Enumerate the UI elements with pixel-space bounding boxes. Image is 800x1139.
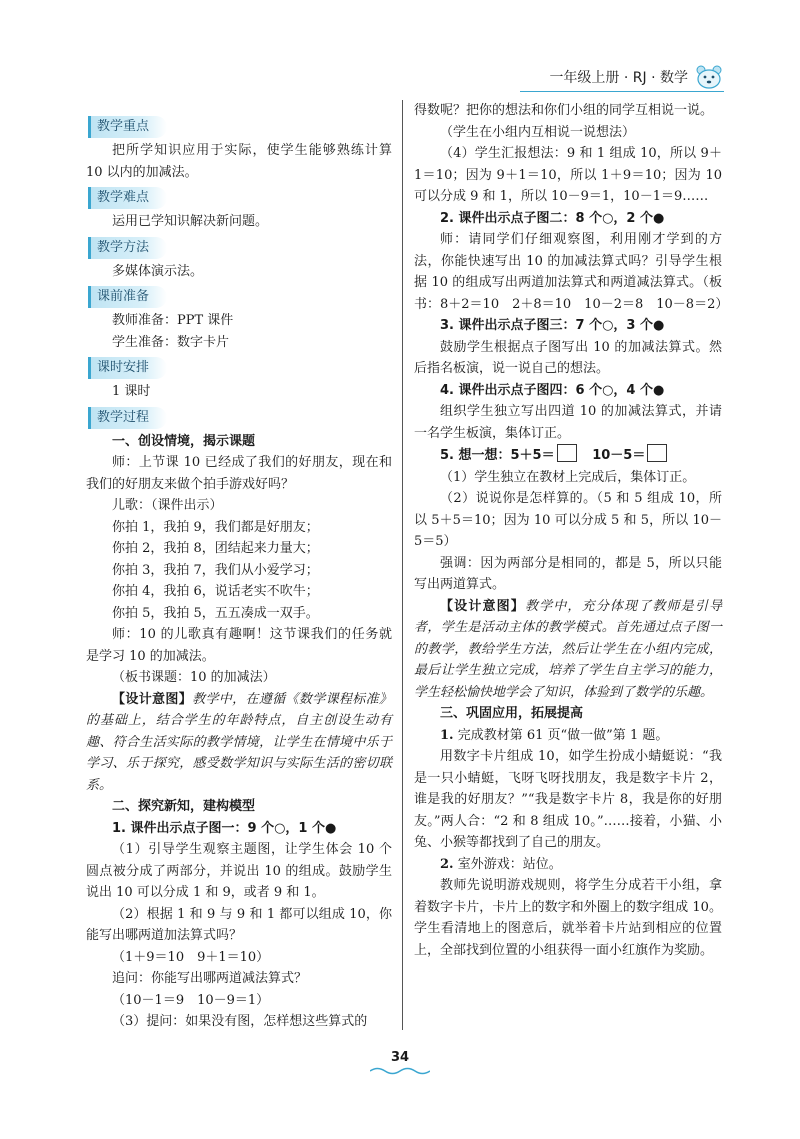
think-expr-1: 5. 想一想：5＋5＝	[440, 448, 555, 463]
item-text: 完成教材第 61 页“做一做”第 1 题。	[453, 727, 669, 743]
prep-student: 学生准备：数字卡片	[112, 334, 230, 350]
focus-text: 把所学知识应用于实际，使学生能够熟练计算 10 以内的加减法。	[86, 143, 392, 180]
item-text: 室外游戏：站位。	[453, 856, 562, 872]
paragraph: 追问：你能写出哪两道减法算式？	[112, 971, 308, 986]
method-text: 多媒体演示法。	[112, 263, 204, 279]
paragraph: （学生在小组内互相说一说想法）	[440, 124, 636, 140]
tag-process: 教学过程	[88, 407, 167, 429]
section-1-heading: 一、创设情境，揭示课题	[112, 433, 256, 449]
section-3-heading: 三、巩固应用，拓展提高	[440, 706, 584, 721]
answer-box	[647, 444, 667, 462]
paragraph: （1）引导学生观察主题图，让学生体会 10 个圆点被分成了两部分，并说出 10 的组成。鼓励学生说出 10 可以分成 1 和 9，或者 9 和 1。	[86, 842, 392, 900]
tag-difficulty: 教学难点	[88, 187, 167, 209]
paragraph: （3）提问：如果没有图，怎样想这些算式的	[112, 1014, 368, 1029]
header-title: 一年级上册 · RJ · 数学	[549, 70, 688, 86]
rhyme-line: 你拍 3，我拍 7，我们从小爱学习；	[112, 562, 319, 578]
dot-chart-2-heading: 2. 课件出示点子图二：8 个○，2 个●	[440, 210, 665, 226]
paragraph: （2）根据 1 和 9 与 9 和 1 都可以组成 10，你能写出哪两道加法算式吗？	[86, 906, 392, 943]
right-column	[414, 100, 729, 961]
tag-schedule: 课时安排	[88, 357, 167, 379]
paragraph: 教师先说明游戏规则，将学生分成若干小组，拿着数字卡片，卡片上的数字和外圈上的数字组成 10。学生看清地上的图意后，就举着卡片站到相应的位置上，全部找到位置的小组获得一面小红旗作为奖励。	[414, 878, 722, 958]
paragraph: （1＋9＝10 9＋1＝10）	[112, 949, 270, 965]
section-2-heading: 二、探究新知，建构模型	[112, 799, 256, 814]
design-intent-1	[86, 689, 392, 797]
design-label: 【设计意图】	[112, 691, 193, 707]
header-rule	[520, 91, 724, 92]
tag-method: 教学方法	[88, 237, 167, 259]
design-intent-2	[414, 596, 722, 704]
paragraph: （2）说说你是怎样算的。（5 和 5 组成 10，所以 5＋5＝10；因为 10 可以分成 5 和 5，所以 10－5＝5）	[414, 491, 722, 549]
paragraph: 师：上节课 10 已经成了我们的好朋友，现在和我们的好朋友来做个拍手游戏好吗？	[86, 455, 392, 492]
paragraph: 得数呢？把你的想法和你们小组的同学互相说一说。	[414, 103, 714, 118]
paragraph: 组织学生独立写出四道 10 的加减法算式，并请一名学生板演，集体订正。	[414, 404, 722, 441]
paragraph: （1）学生独立在教材上完成后，集体订正。	[440, 469, 696, 485]
difficulty-text: 运用已学知识解决新问题。	[112, 214, 269, 229]
think-expr-2: 10－5＝	[592, 448, 646, 463]
item-number: 1.	[440, 727, 454, 743]
rhyme-line: 你拍 5，我拍 5，五五凑成一双手。	[112, 605, 319, 621]
bear-mascot-icon	[694, 64, 724, 90]
paragraph: 儿歌：（课件出示）	[112, 498, 223, 513]
design-label: 【设计意图】	[440, 598, 525, 614]
tag-focus: 教学重点	[88, 116, 167, 138]
dot-chart-1-heading: 1. 课件出示点子图一：9 个○，1 个●	[112, 820, 337, 836]
paragraph: （4）学生汇报想法：9 和 1 组成 10，所以 9＋1＝10；因为 9＋1＝10，所以 1＋9＝10；因为 10 可以分成 9 和 1，所以 10－9＝1，10－1＝9……	[414, 146, 722, 204]
paragraph	[414, 854, 722, 876]
design-text: 教学中，在遵循《数学课程标准》的基础上，结合学生的年龄特点，自主创设生动有趣、符合生活实际的教学情境，让学生在情境中乐于学习、乐于探究，感受数学知识与实际生活的密切联系。	[86, 691, 392, 793]
answer-box	[557, 444, 577, 462]
paragraph: 师：10 的儿歌真有趣啊！这节课我们的任务就是学习 10 的加减法。	[86, 627, 392, 664]
paragraph	[414, 725, 722, 747]
paragraph: 强调：因为两部分是相同的，都是 5，所以只能写出两道算式。	[414, 555, 722, 592]
paragraph: 师：请同学们仔细观察图，利用刚才学到的方法，你能快速写出 10 的加减法算式吗？引导学生根据 10 的组成写出两道加法算式和两道减法算式。（板书：8＋2＝10 2＋8＝10 10－2＝8 10－8＝2）	[414, 232, 729, 312]
item-number: 2.	[440, 856, 454, 872]
rhyme-line: 你拍 4，我拍 6，说话老实不吹牛；	[112, 584, 319, 599]
schedule-text: 1 课时	[112, 384, 151, 399]
left-column	[86, 112, 392, 1033]
page-header	[549, 62, 724, 92]
tag-prep: 课前准备	[88, 286, 167, 308]
prep-teacher: 教师准备：PPT 课件	[112, 313, 234, 328]
rhyme-line: 你拍 2，我拍 8，团结起来力量大；	[112, 541, 319, 556]
wave-ornament-icon	[370, 1066, 430, 1076]
paragraph: 用数字卡片组成 10，如学生扮成小蜻蜓说：“我是一只小蜻蜓，飞呀飞呀找朋友，我是数字卡片 2，谁是我的好朋友？”“我是数字卡片 8，我是你的好朋友。”两人合：“2 和 8 组成 10。”……接着，小猫、小兔、小猴等都找到了自己的朋友。	[414, 749, 722, 850]
paragraph: （10－1＝9 10－9＝1）	[112, 992, 270, 1008]
think-heading	[414, 444, 722, 467]
column-divider	[402, 100, 403, 1030]
dot-chart-3-heading: 3. 课件出示点子图三：7 个○，3 个●	[440, 318, 665, 333]
dot-chart-4-heading: 4. 课件出示点子图四：6 个○，4 个●	[440, 382, 665, 398]
paragraph: （板书课题：10 的加减法）	[112, 670, 276, 685]
design-text: 教学中，充分体现了教师是引导者，学生是活动主体的教学模式。首先通过点子图一的教学，教给学生方法，然后让学生在小组内完成，最后让学生独立完成，培养了学生自主学习的能力，学生轻松愉快地学会了知识，体验到了数学的乐趣。	[414, 598, 722, 700]
rhyme-line: 你拍 1，我拍 9，我们都是好朋友；	[112, 519, 319, 535]
paragraph: 鼓励学生根据点子图写出 10 的加减法算式。然后指名板演，说一说自己的想法。	[414, 339, 722, 376]
page-number: 34	[390, 1050, 410, 1065]
